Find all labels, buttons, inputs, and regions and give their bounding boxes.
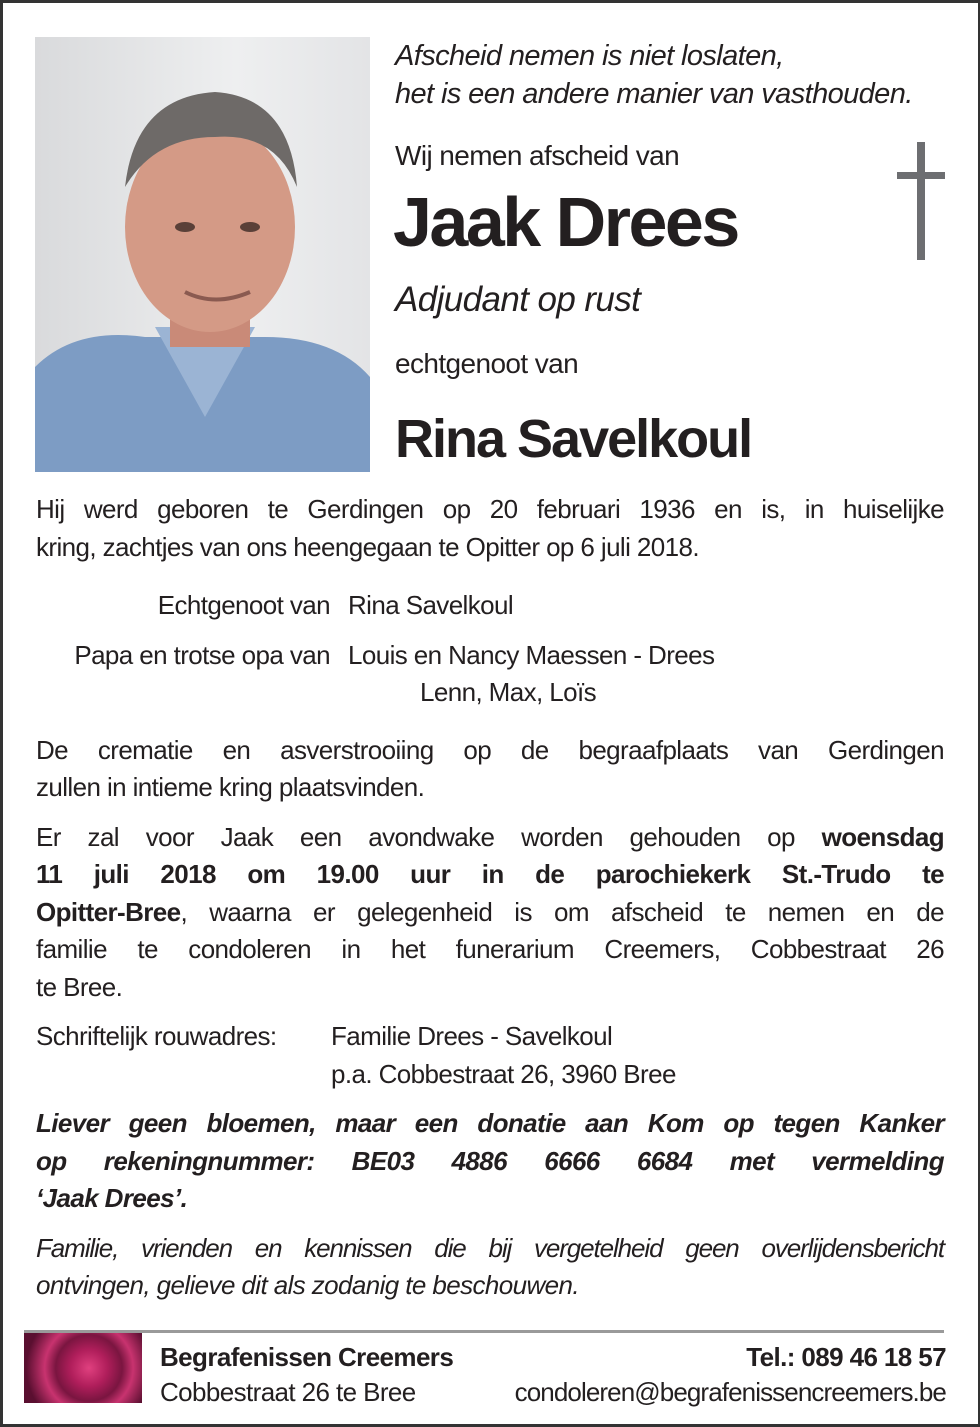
company-address: Cobbestraat 26 te Bree: [160, 1377, 416, 1407]
wake-line: familie te condoleren in het funerarium Creemers, Cobbestraat 26: [36, 934, 944, 964]
notice-line: Familie, vrienden en kennissen die bij vergetelheid geen overlijdensbericht: [36, 1233, 944, 1263]
family-grandchildren: Lenn, Max, Loïs: [420, 677, 596, 707]
birth-line: kring, zachtjes van ons heengegaan te Opitter op 6 juli 2018.: [36, 532, 699, 562]
deceased-title: Adjudant op rust: [395, 280, 641, 319]
address-line: Familie Drees - Savelkoul: [331, 1021, 613, 1051]
wake-text: , waarna er gelegenheid is om afscheid te nemen en de: [180, 897, 944, 927]
donation-line: op rekeningnummer: BE03 4886 6666 6684 met vermelding: [36, 1146, 944, 1176]
rose-image: [24, 1333, 142, 1403]
spouse-name: Rina Savelkoul: [395, 409, 752, 469]
portrait-illustration: [35, 37, 370, 472]
cross-icon: [917, 142, 925, 260]
footer-divider: [24, 1330, 944, 1333]
notice-line: ontvingen, gelieve dit als zodanig te beschouwen.: [36, 1270, 579, 1300]
cross-icon-bar: [897, 172, 945, 179]
donation-line: ‘Jaak Drees’.: [36, 1183, 188, 1213]
intro-text: Wij nemen afscheid van: [395, 140, 680, 171]
cremation-line: De crematie en asverstrooiing op de begraafplaats van Gerdingen: [36, 735, 944, 765]
family-children-label: Papa en trotse opa van: [74, 640, 330, 670]
family-children-value: Louis en Nancy Maessen - Drees: [348, 640, 715, 670]
wake-line: [36, 897, 944, 928]
deceased-name: Jaak Drees: [393, 183, 738, 261]
motto-line: Afscheid nemen is niet loslaten,: [395, 40, 784, 72]
cremation-line: zullen in intieme kring plaatsvinden.: [36, 772, 425, 802]
birth-line: Hij werd geboren te Gerdingen op 20 februari 1936 en is, in huiselijke: [36, 494, 944, 524]
donation-line: Liever geen bloemen, maar een donatie aan Kom op tegen Kanker: [36, 1108, 944, 1138]
family-spouse-label: Echtgenoot van: [157, 590, 330, 620]
portrait-photo: [35, 37, 370, 472]
wake-line: te Bree.: [36, 972, 123, 1002]
address-line: p.a. Cobbestraat 26, 3960 Bree: [331, 1059, 676, 1089]
company-email[interactable]: condoleren@begrafenissencreemers.be: [514, 1377, 946, 1407]
company-name: Begrafenissen Creemers: [160, 1342, 454, 1372]
wake-day: woensdag: [821, 822, 944, 852]
wake-line: 11 juli 2018 om 19.00 uur in de parochiekerk St.-Trudo te: [36, 859, 944, 889]
family-spouse-value: Rina Savelkoul: [348, 590, 514, 620]
spouse-intro: echtgenoot van: [395, 348, 579, 379]
company-phone: Tel.: 089 46 18 57: [746, 1342, 946, 1372]
wake-line: [36, 822, 944, 853]
wake-place: Opitter-Bree: [36, 897, 181, 927]
motto-line: het is een andere manier van vasthouden.: [395, 78, 913, 110]
address-label: Schriftelijk rouwadres:: [36, 1021, 277, 1051]
wake-text: Er zal voor Jaak een avondwake worden gehouden op: [36, 822, 822, 852]
